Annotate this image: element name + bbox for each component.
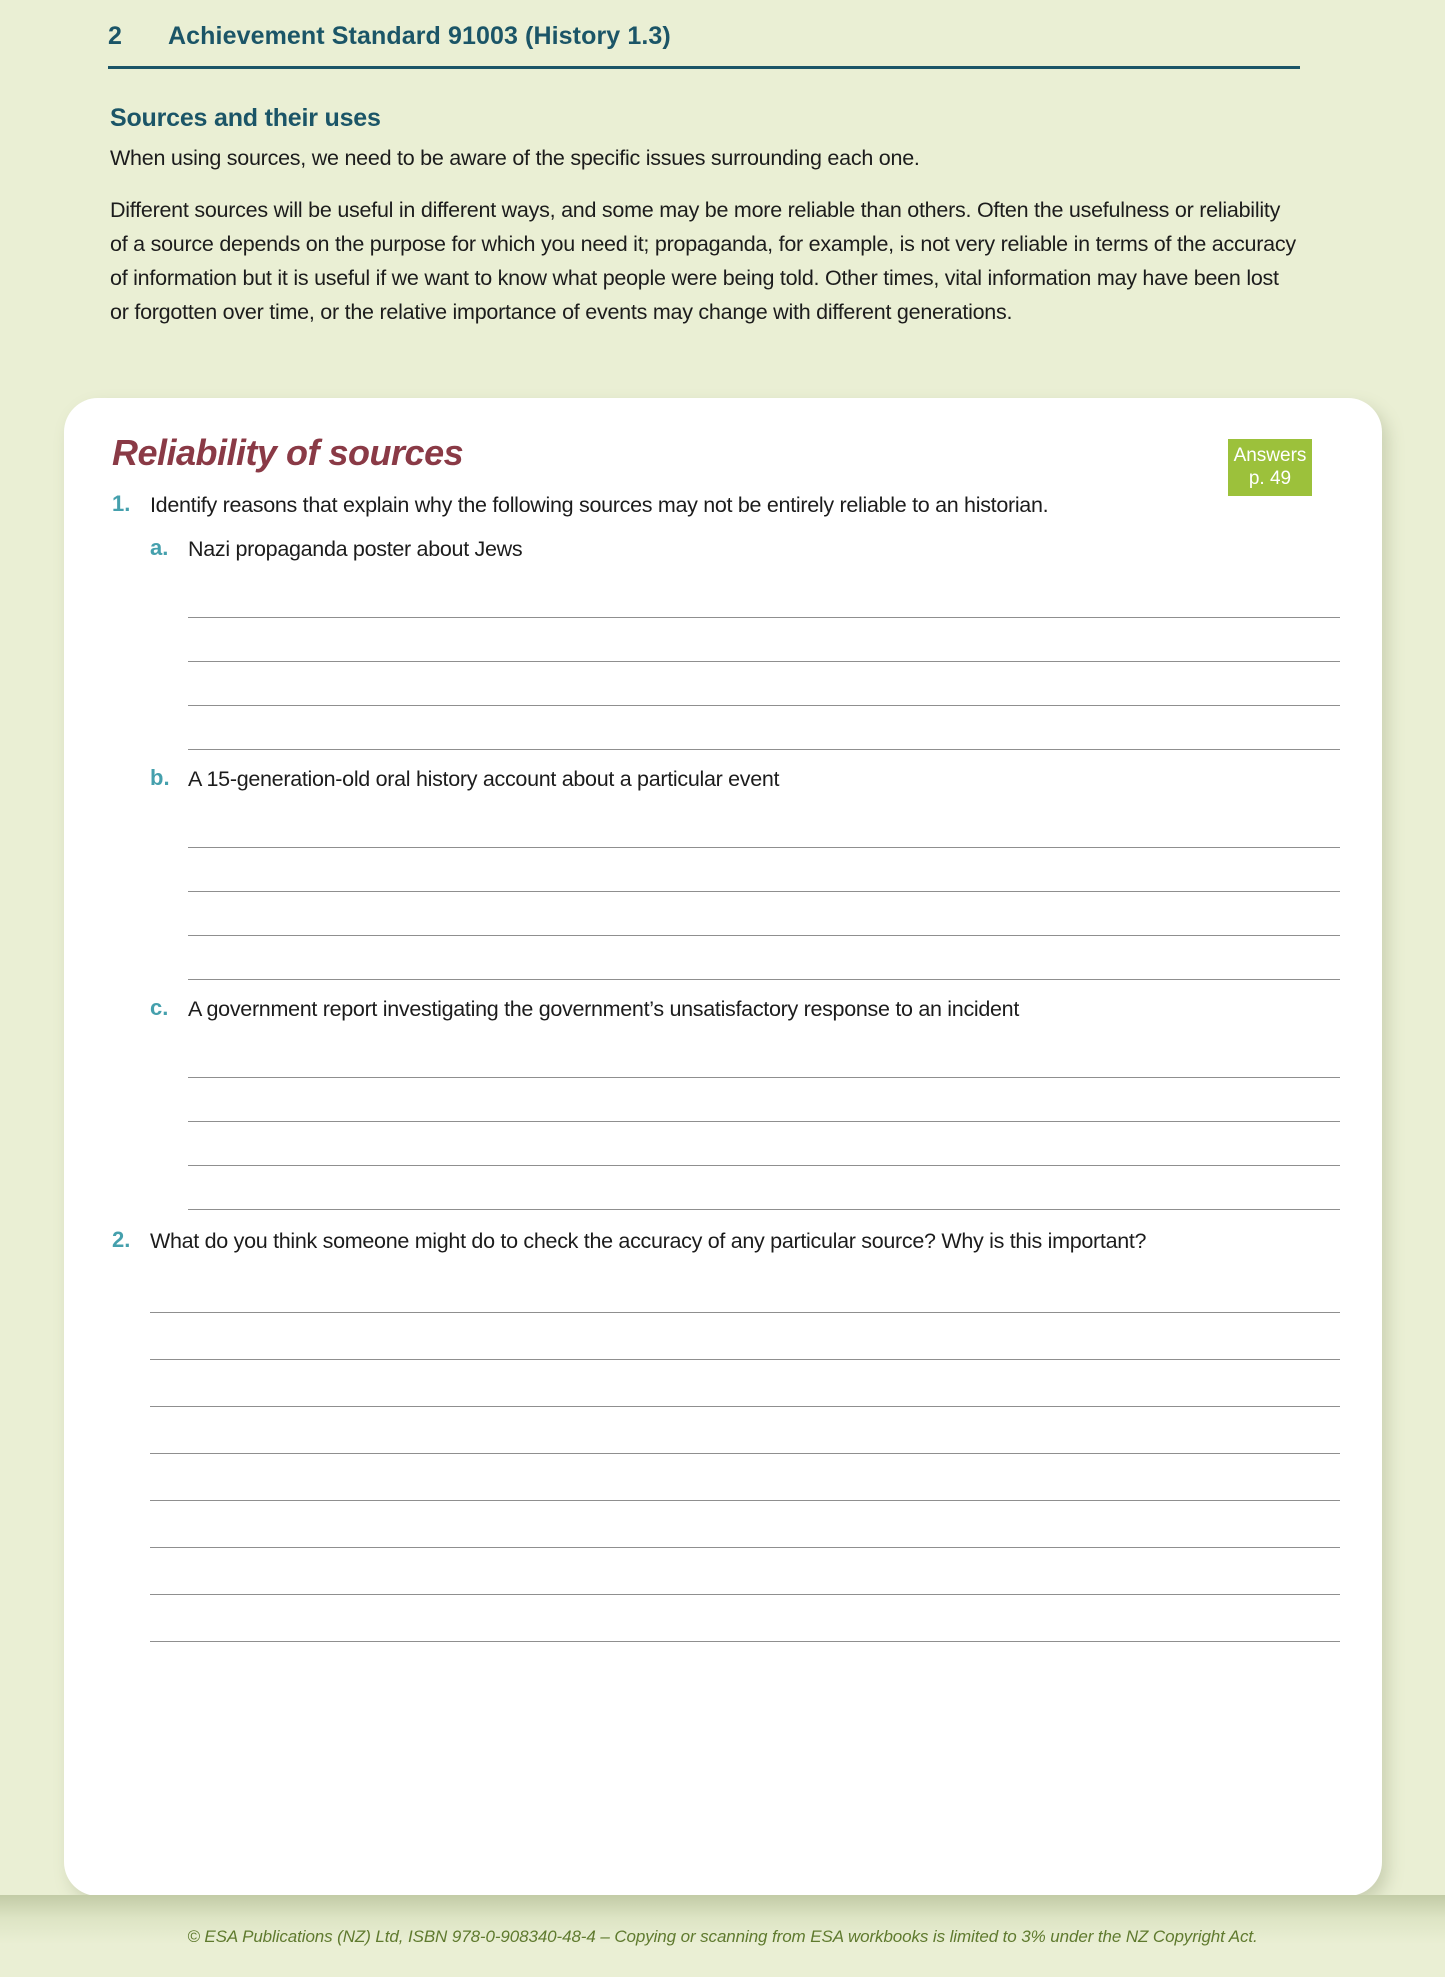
page-number: 2	[108, 22, 123, 50]
answer-line[interactable]	[188, 662, 1340, 706]
answer-line[interactable]	[188, 936, 1340, 980]
answer-line[interactable]	[188, 706, 1340, 750]
subquestion-1a-text: Nazi propaganda poster about Jews	[188, 537, 523, 561]
question-2	[112, 1226, 1340, 1256]
answer-lines-1c[interactable]	[112, 1034, 1340, 1210]
answer-line[interactable]	[150, 1360, 1340, 1407]
subquestion-1b-letter: b.	[150, 765, 170, 790]
answers-badge-page: p. 49	[1248, 468, 1292, 489]
answers-badge-label: Answers	[1233, 445, 1307, 466]
answer-line[interactable]	[188, 1078, 1340, 1122]
subquestion-1b-text: A 15-generation-old oral history account about a particular event	[188, 767, 780, 791]
answer-lines-1a[interactable]	[112, 574, 1340, 750]
answer-line[interactable]	[150, 1501, 1340, 1548]
subquestion-1a	[112, 534, 1340, 564]
question-2-text: What do you think someone might do to check the accuracy of any particular source? Why is this important?	[150, 1229, 1147, 1253]
activity-card-content	[112, 432, 1340, 1876]
answer-line[interactable]	[188, 1166, 1340, 1210]
header-divider	[108, 66, 1300, 69]
question-2-number: 2.	[112, 1227, 131, 1252]
question-1-number: 1.	[112, 491, 131, 516]
answer-line[interactable]	[150, 1595, 1340, 1642]
page-header	[108, 22, 1300, 51]
subquestion-1c	[112, 994, 1340, 1024]
answers-badge[interactable]	[1228, 439, 1312, 496]
answer-line[interactable]	[188, 892, 1340, 936]
answer-line[interactable]	[150, 1313, 1340, 1360]
answer-line[interactable]	[150, 1407, 1340, 1454]
intro-paragraph-2: Different sources will be useful in different ways, and some may be more reliable than others. Often the usefulness or reliability of a source depends on the purpose for which you need it; propaganda, for example, is not very reliable in terms of the accuracy of information but it is useful if we want to know what people were being told. Other times, vital information may have been lost or forgotten over time, or the relative importance of events may change with different generations.	[110, 198, 1296, 324]
answer-line[interactable]	[150, 1266, 1340, 1313]
answer-line[interactable]	[188, 848, 1340, 892]
answer-line[interactable]	[188, 618, 1340, 662]
question-1	[112, 490, 1340, 520]
section-heading: Sources and their uses	[110, 104, 381, 132]
intro-section	[110, 104, 1300, 329]
answer-line[interactable]	[150, 1548, 1340, 1595]
subquestion-1b	[112, 764, 1340, 794]
footer-copyright: © ESA Publications (NZ) Ltd, ISBN 978-0-908340-48-4 – Copying or scanning from ESA workbooks is limited to 3% under the NZ Copyright Act.	[187, 1927, 1258, 1946]
intro-paragraph-1: When using sources, we need to be aware of the specific issues surrounding each one.	[110, 146, 920, 170]
subquestion-1c-letter: c.	[150, 995, 169, 1020]
answer-line[interactable]	[188, 574, 1340, 618]
activity-card	[64, 398, 1382, 1896]
subquestion-1a-letter: a.	[150, 535, 169, 560]
activity-title: Reliability of sources	[112, 432, 464, 473]
question-1-text: Identify reasons that explain why the following sources may not be entirely reliable to an historian.	[150, 493, 1049, 517]
page-title: Achievement Standard 91003 (History 1.3)	[168, 22, 671, 50]
answer-line[interactable]	[188, 1034, 1340, 1078]
answer-lines-1b[interactable]	[112, 804, 1340, 980]
answer-lines-2[interactable]	[112, 1266, 1340, 1642]
answer-line[interactable]	[188, 804, 1340, 848]
answer-line[interactable]	[188, 1122, 1340, 1166]
answer-line[interactable]	[150, 1454, 1340, 1501]
subquestion-1c-text: A government report investigating the government’s unsatisfactory response to an incident	[188, 997, 1020, 1021]
